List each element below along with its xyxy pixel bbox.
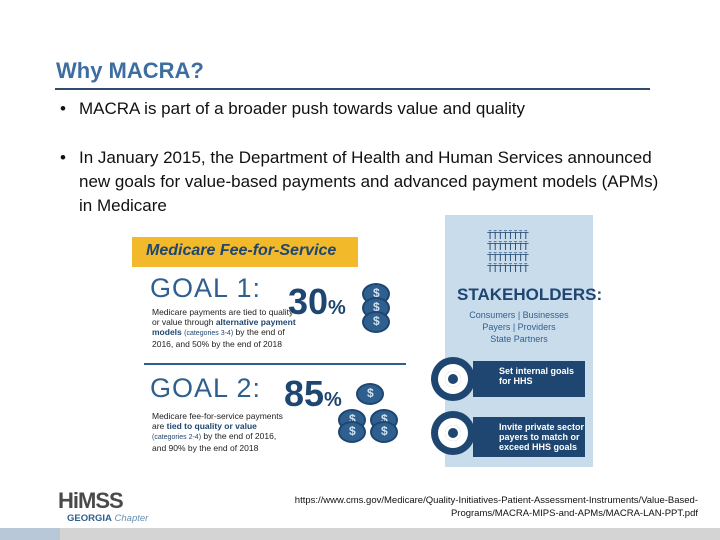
stakeholders-title: STAKEHOLDERS: [457,285,603,304]
bullet-1 [60,97,660,121]
bullet-2 [60,146,660,218]
goal1-desc-post: by the end of 2016, and 50% by the end of 2018 [152,327,285,349]
goal2-desc-small: (categories 2-4) [152,434,202,441]
coin-stack-icon [358,283,394,335]
logo-georgia: GEORGIA [67,513,112,524]
goal2-desc-post: by the end of 2016, and 90% by the end of 2018 [152,431,277,453]
bullet-text: MACRA is part of a broader push towards value and quality [79,99,526,118]
action-bar-1 [473,361,585,397]
coin-icon [370,421,398,443]
stakeholders-line-3: State Partners [490,334,548,344]
goal2-percent [284,373,342,415]
coin-icon [338,421,366,443]
coin-icon [362,311,390,333]
source-citation: https://www.cms.gov/Medicare/Quality-Initiatives-Patient-Assessment-Instruments/Value-Based-Programs/MACRA-MIPS-and-APMs/MACRA-LAN-PPT.pdf [294,495,698,519]
goal2-description [152,411,292,453]
ffs-banner [132,237,358,267]
goal1-percent-value: 30 [288,281,329,322]
bullet-marker: • [60,99,66,118]
logo-sub-text [67,513,148,524]
footer-bar [0,528,720,540]
title-underline [55,88,650,90]
himss-logo [58,488,158,528]
goal2-heading: GOAL 2: [150,373,262,403]
stakeholders-line-2: Payers | Providers [482,322,556,332]
goal-divider [144,363,406,365]
action-2-text: Invite private sector payers to match or exceed HHS goals [499,422,585,452]
goal1-percent-sign: % [328,297,346,319]
goals-panel [128,215,406,467]
target-icon [431,411,475,455]
action-1-text: Set internal goals for HHS [499,366,575,386]
goal2-percent-sign: % [324,389,342,411]
bullet-text: In January 2015, the Department of Health and Human Services announced new goals for value-based payments and advanced payment models (APMs) in Medicare [79,148,659,215]
goal1-desc-small: (categories 3-4) [184,330,234,337]
goal2-desc-bold: tied to quality or value [166,421,257,431]
target-icon [431,357,475,401]
bullet-marker: • [60,148,66,167]
goal1-desc-bold: alternative payment models [152,317,296,337]
slide-title: Why MACRA? [56,58,204,83]
coin-icon [356,383,384,405]
logo-chapter: Chapter [114,513,149,524]
goal1-description [152,307,302,349]
footer-accent [0,528,60,540]
people-icon: ŤŤŤŤŤŤŤŤ ŤŤŤŤŤŤŤŤ ŤŤŤŤŤŤŤŤ ŤŤŤŤŤŤŤŤ [487,231,528,275]
medicare-infographic [128,215,603,467]
stakeholders-line-1: Consumers | Businesses [469,310,569,320]
goal2-desc-pre: Medicare fee-for-service payments are [152,411,283,431]
ffs-banner-text: Medicare Fee-for-Service [146,242,337,259]
action-bar-2 [473,417,585,457]
goal1-desc-pre: Medicare payments are tied to quality or value through [152,307,294,327]
goal2-percent-value: 85 [284,373,325,414]
coin-stack-icon [338,383,400,445]
logo-main-text: HiMSS [58,488,123,513]
stakeholders-panel [445,215,603,467]
goal1-heading: GOAL 1: [150,273,262,303]
